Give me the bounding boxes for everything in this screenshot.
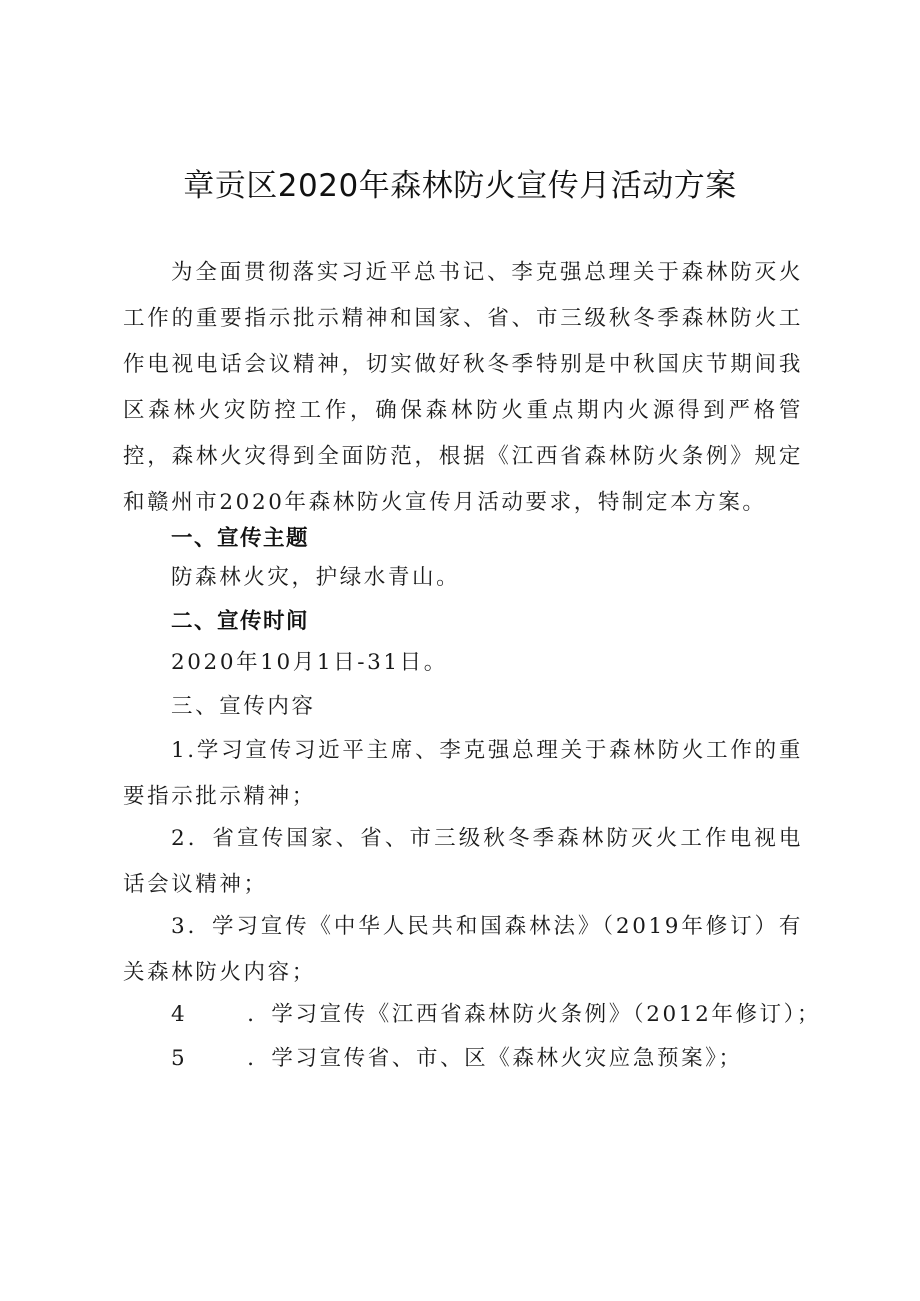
content-item-5-number: 5 [171,1046,188,1071]
document-title: 章贡区2020年森林防火宣传月活动方案 [183,168,737,204]
content-item-5-text: ．学习宣传省、市、区《森林火灾应急预案》； [247,1046,743,1071]
section-2-heading: 二、宣传时间 [171,609,310,634]
content-item-3: 3．学习宣传《中华人民共和国森林法》（2019年修订）有关森林防火内容； [123,914,803,985]
content-item-1: 1.学习宣传习近平主席、李克强总理关于森林防火工作的重要指示批示精神； [123,738,803,809]
intro-paragraph: 为全面贯彻落实习近平总书记、李克强总理关于森林防灭火工作的重要指示批示精神和国家、省、市三级秋冬季森林防火工作电视电话会议精神，切实做好秋冬季特别是中秋国庆节期间我区森林火灾防控工作，确保森林防火重点期内火源得到严格管控，森林火灾得到全面防范，根据《江西省森林防火条例》规定和赣州市2020年森林防火宣传月活动要求，特制定本方案。 [123,260,803,515]
content-item-4 [171,992,822,1038]
section-2-text: 2020年10月1日-31日。 [171,650,448,675]
content-item-4-number: 4 [171,1002,188,1027]
section-1-heading: 一、宣传主题 [171,526,310,551]
content-item-2: 2．省宣传国家、省、市三级秋冬季森林防灭火工作电视电话会议精神； [123,826,803,897]
content-item-4-text: ．学习宣传《江西省森林防火条例》（2012年修订）； [247,1002,822,1027]
section-3-heading: 三、宣传内容 [171,694,316,719]
content-item-5 [171,1036,811,1082]
section-1-text: 防森林火灾，护绿水青山。 [171,565,461,590]
